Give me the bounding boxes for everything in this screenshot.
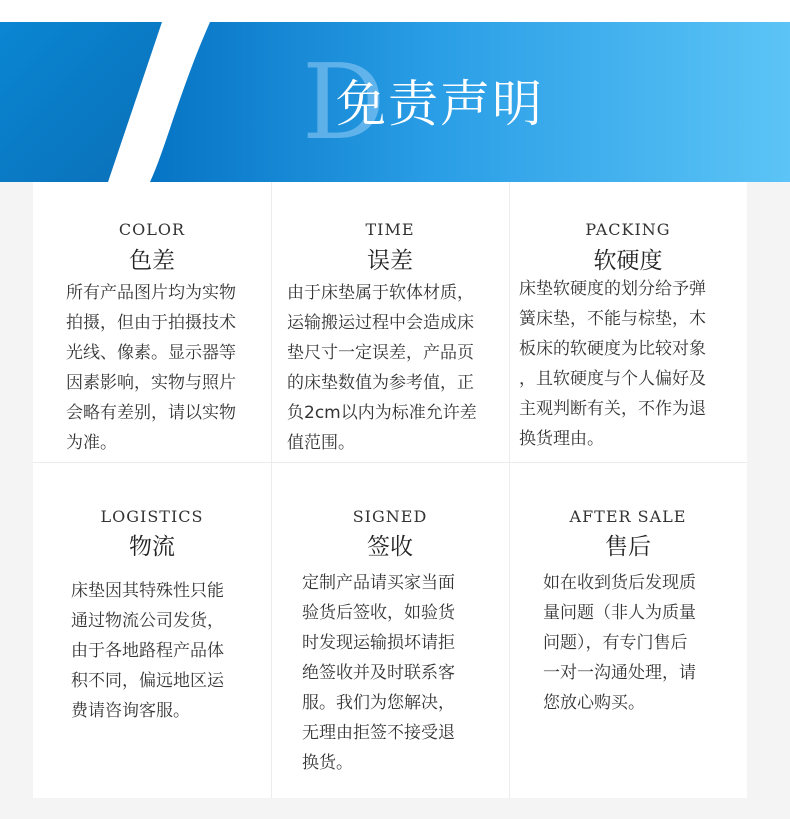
body-line: 定制产品请买家当面 xyxy=(302,573,455,593)
disclaimer-item-signed xyxy=(271,462,509,798)
body-line: 簧床垫，不能与棕垫，木 xyxy=(519,309,706,329)
item-zh-title: 误差 xyxy=(367,248,413,274)
item-zh-title: 软硬度 xyxy=(593,248,663,274)
disclaimer-item-packing xyxy=(509,182,747,462)
body-line: 床垫软硬度的划分给予弹 xyxy=(519,279,706,299)
body-line: 所有产品图片均为实物 xyxy=(66,283,236,303)
body-line: 费请咨询客服。 xyxy=(71,701,190,721)
body-line: 由于各地路程产品体 xyxy=(71,641,224,661)
decorative-letter-d: D xyxy=(302,41,386,163)
disclaimer-grid xyxy=(33,182,747,798)
body-line: 问题），有专门售后 xyxy=(543,633,688,653)
item-en-title: AFTER SALE xyxy=(569,507,687,526)
body-line: 由于床垫属于软体材质， xyxy=(287,283,474,303)
body-line: 值范围。 xyxy=(287,433,355,453)
body-line: 量问题（非人为质量 xyxy=(543,603,696,623)
disclaimer-item-time xyxy=(271,182,509,462)
body-line: 通过物流公司发货， xyxy=(71,611,224,631)
body-line: 如在收到货后发现质 xyxy=(543,573,696,593)
body-line: 因素影响，实物与照片 xyxy=(66,373,236,393)
header-banner xyxy=(0,0,790,182)
item-body xyxy=(287,278,477,458)
body-line: 积不同，偏远地区运 xyxy=(71,671,224,691)
body-line: 运输搬运过程中会造成床 xyxy=(287,313,474,333)
body-line: 一对一沟通处理，请 xyxy=(543,663,696,683)
body-line: 负2cm以内为标准允许差 xyxy=(287,403,477,423)
item-zh-title: 售后 xyxy=(605,534,651,560)
item-en-title: SIGNED xyxy=(352,507,428,526)
item-body xyxy=(543,568,696,718)
body-line: 主观判断有关，不作为退 xyxy=(519,399,706,419)
banner-left-shape xyxy=(0,22,162,182)
body-line: 您放心购买。 xyxy=(543,693,645,713)
item-en-title: PACKING xyxy=(585,220,671,239)
item-en-title: COLOR xyxy=(118,220,186,239)
page-title-block xyxy=(300,41,600,164)
body-line: 换货。 xyxy=(302,753,353,773)
body-line: 无理由拒签不接受退 xyxy=(302,723,455,743)
body-line: ，且软硬度与个人偏好及 xyxy=(519,369,706,389)
body-line: 会略有差别，请以实物 xyxy=(66,403,236,423)
body-line: 的床垫数值为参考值，正 xyxy=(287,373,474,393)
body-line: 拍摄，但由于拍摄技术 xyxy=(66,313,236,333)
disclaimer-item-after-sale xyxy=(509,462,747,798)
item-zh-title: 物流 xyxy=(129,534,175,560)
body-line: 服。我们为您解决， xyxy=(302,693,455,713)
item-body xyxy=(71,576,224,726)
body-line: 板床的软硬度为比较对象 xyxy=(519,339,706,359)
body-line: 床垫因其特殊性只能 xyxy=(71,581,224,601)
item-en-title: LOGISTICS xyxy=(100,507,204,526)
disclaimer-item-logistics xyxy=(33,462,271,798)
item-zh-title: 色差 xyxy=(129,248,175,274)
body-line: 时发现运输损坏请拒 xyxy=(302,633,455,653)
item-zh-title: 签收 xyxy=(367,534,413,560)
item-body xyxy=(519,274,706,454)
disclaimer-item-color xyxy=(33,182,271,462)
body-line: 为准。 xyxy=(66,433,117,453)
body-line: 换货理由。 xyxy=(519,429,604,449)
item-body xyxy=(66,278,236,458)
body-line: 光线、像素。显示器等 xyxy=(66,343,236,363)
body-line: 绝签收并及时联系客 xyxy=(302,663,455,683)
body-line: 验货后签收，如验货 xyxy=(302,603,455,623)
body-line: 垫尺寸一定误差，产品页 xyxy=(287,343,474,363)
item-en-title: TIME xyxy=(365,220,415,239)
item-body xyxy=(302,568,455,778)
page-title: 免责声明 xyxy=(336,75,544,133)
